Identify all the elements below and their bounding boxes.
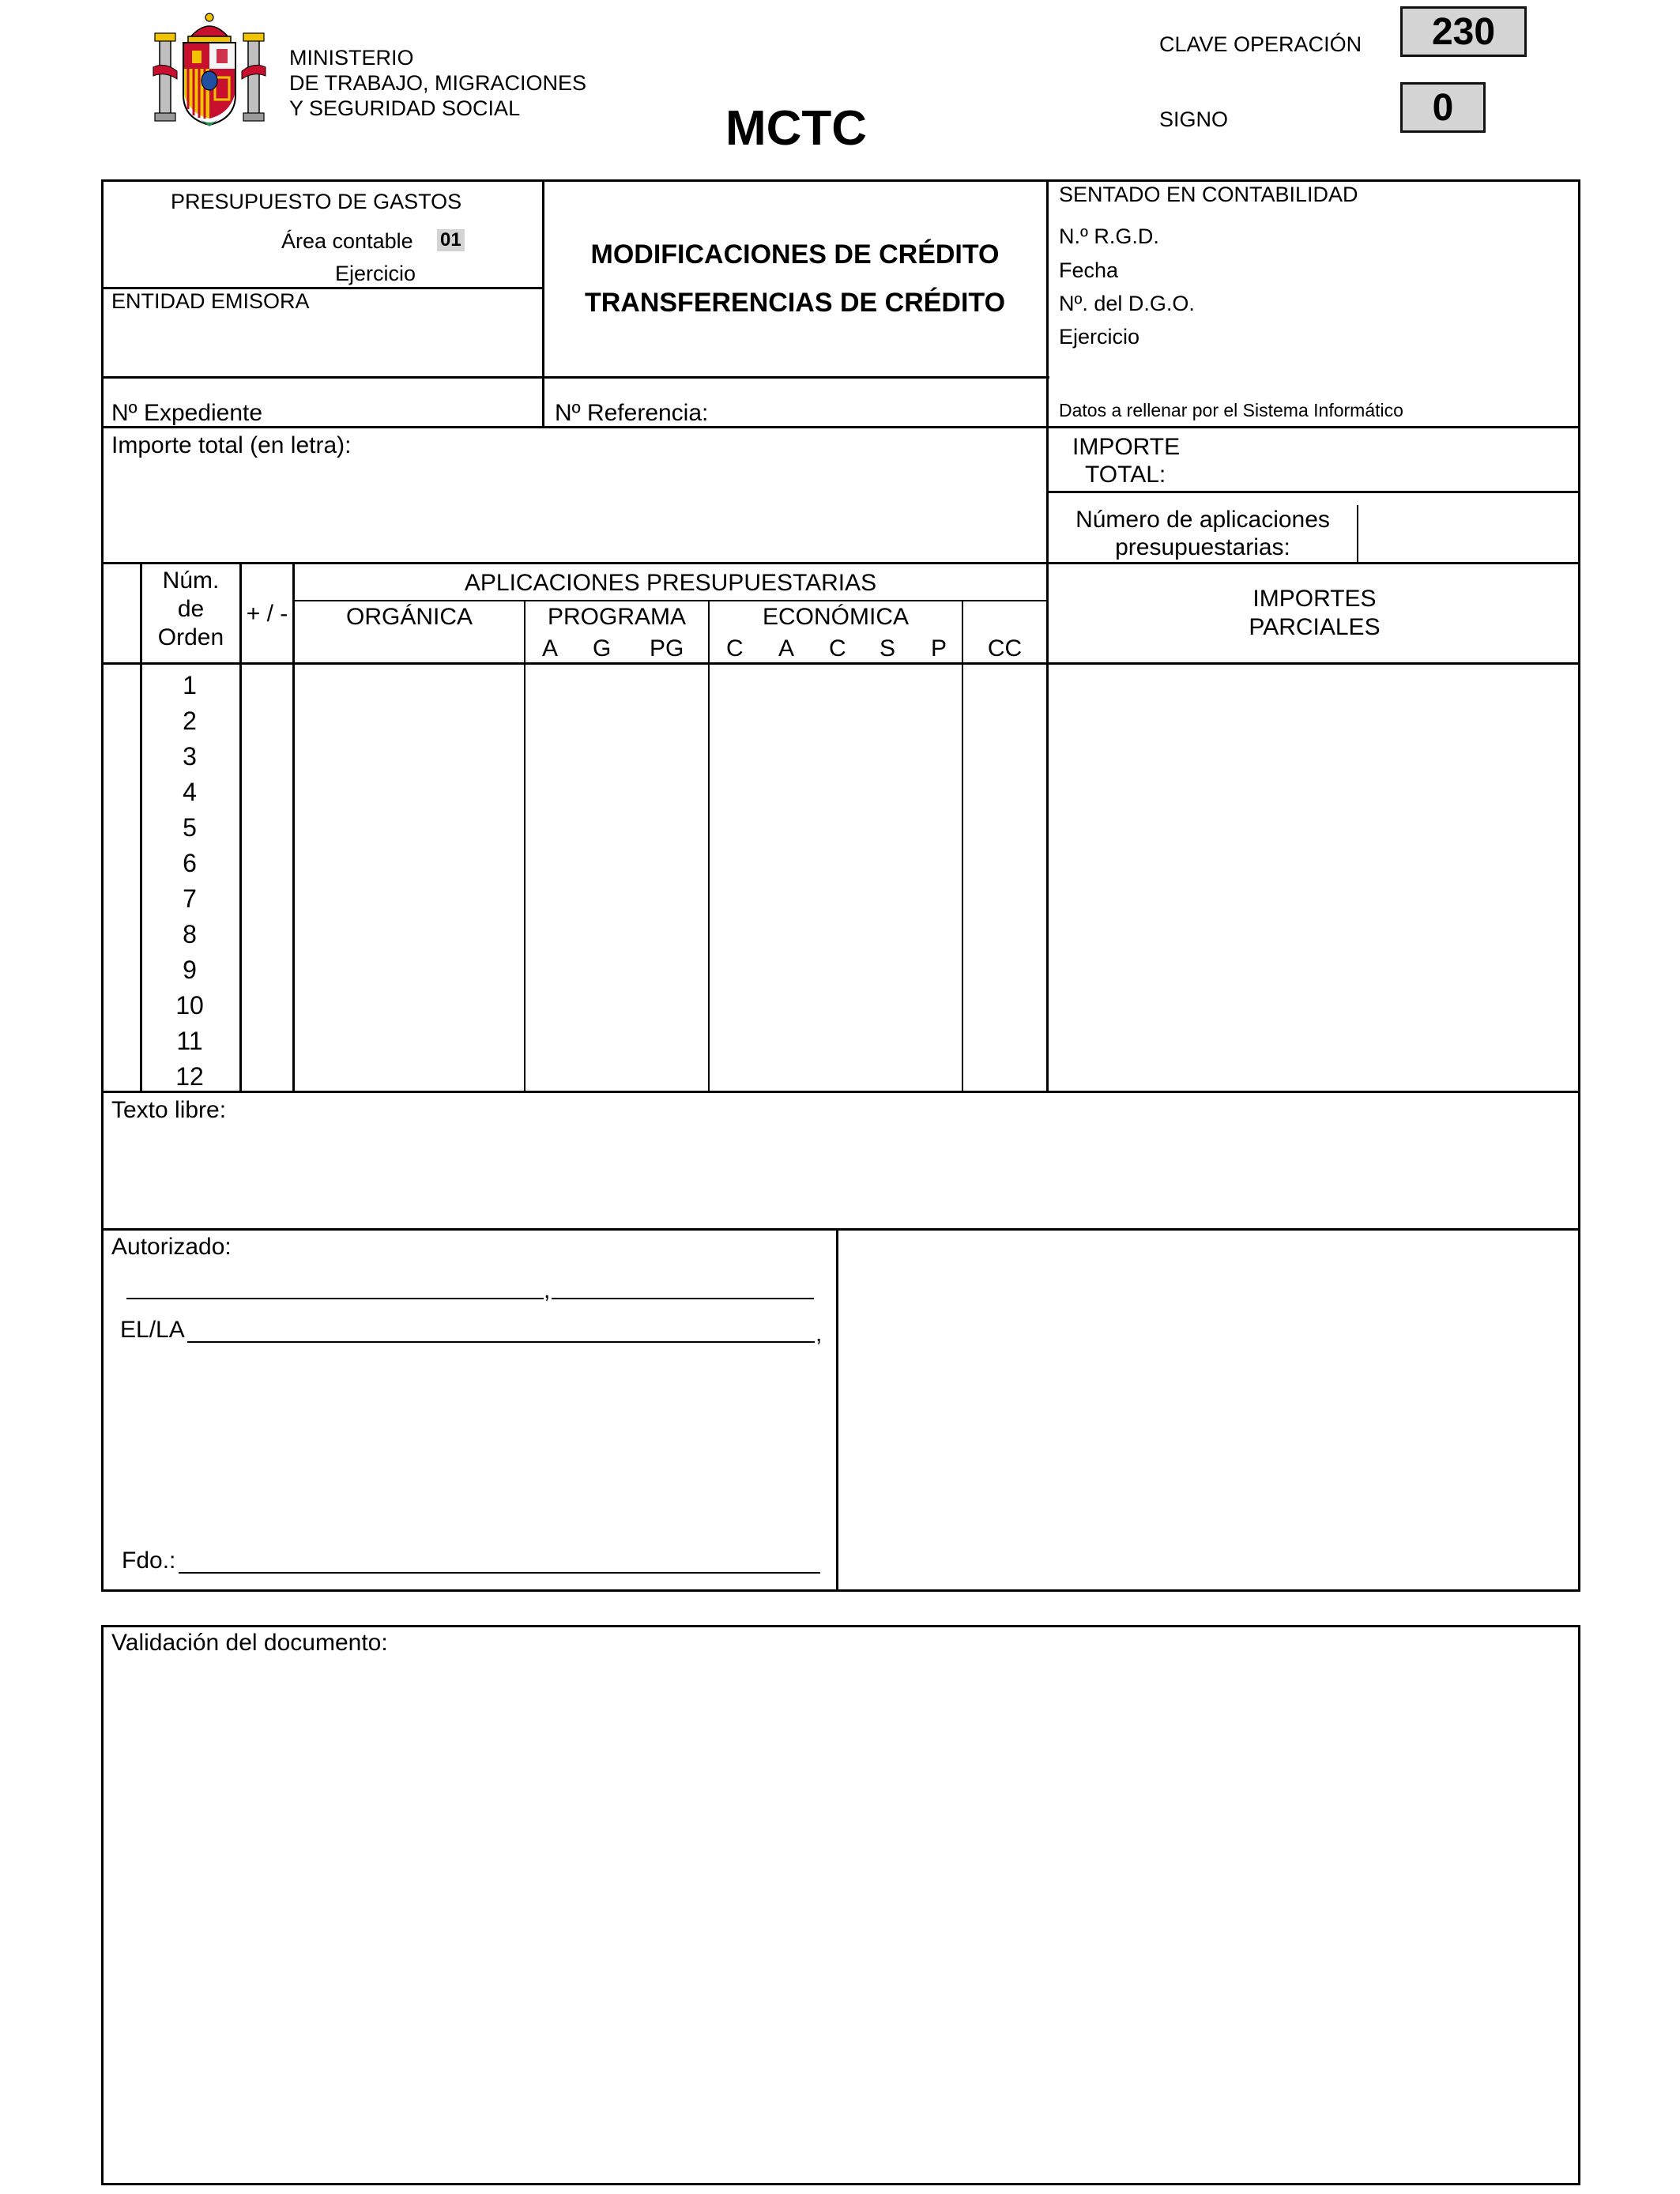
texto-libre-label: Texto libre: [111,1097,227,1123]
programa-header: PROGRAMA [547,604,687,630]
economica-sub-p: P [931,635,947,662]
validacion-box [101,1625,1580,2185]
ministry-line-2: DE TRABAJO, MIGRACIONES [289,71,587,95]
economica-sub-s: S [880,635,896,662]
row-number: 9 [183,956,197,984]
importe-total-line-1: IMPORTE [1072,434,1181,460]
importe-letra-label: Importe total (en letra): [111,432,352,458]
programa-sub-pg: PG [650,635,684,662]
contabilidad-ejercicio-label: Ejercicio [1059,325,1140,349]
num-aplicaciones-line-2: presupuestarias: [1115,534,1290,560]
ministry-line-1: MINISTERIO [289,46,414,70]
area-contable-value: 01 [437,229,465,251]
rule [101,1091,1580,1093]
signature-line-place [126,1298,544,1299]
clave-operacion-value: 230 [1400,6,1527,57]
organica-header: ORGÁNICA [345,604,473,630]
rule [101,562,1580,564]
validacion-label: Validación del documento: [111,1630,388,1656]
num-aplicaciones-line-1: Número de aplicaciones [1075,507,1330,533]
rule [524,600,525,1092]
importe-total-line-2: TOTAL: [1085,462,1166,488]
rule [101,1228,1580,1231]
row-number: 3 [183,742,197,771]
fecha-label: Fecha [1059,258,1119,282]
spain-coat-of-arms-icon [150,8,269,130]
clave-operacion-label: CLAVE OPERACIÓN [1159,32,1362,56]
row-number: 5 [183,813,197,842]
signature-line-date [552,1298,814,1299]
importes-parciales-line-1: IMPORTES [1252,586,1377,612]
autorizado-label: Autorizado: [111,1234,232,1260]
row-number: 1 [183,671,197,699]
area-contable-label: Área contable [281,229,413,253]
signo-value: 0 [1400,82,1486,133]
form-code: MCTC [725,101,868,156]
rule [1357,505,1358,563]
importes-parciales-line-2: PARCIALES [1249,614,1381,640]
row-number: 11 [176,1027,203,1055]
rule [295,600,1047,601]
ejercicio-label: Ejercicio [335,262,416,285]
economica-sub-c2: C [829,635,846,662]
aplicaciones-header: APLICACIONES PRESUPUESTARIAS [464,570,877,596]
cc-header: CC [987,635,1023,662]
rule [101,662,1580,665]
signature-line-fdo [179,1572,820,1574]
rule [836,1228,838,1592]
signature-line-role [187,1341,815,1343]
row-number: 4 [183,778,197,806]
expediente-label: Nº Expediente [111,400,263,426]
rule [101,376,1049,379]
row-number: 8 [183,920,197,948]
ministry-line-3: Y SEGURIDAD SOCIAL [289,96,521,120]
signo-label: SIGNO [1159,107,1229,131]
main-form [101,179,1580,1592]
programa-sub-a: A [542,635,559,662]
row-number: 6 [183,849,197,877]
dgo-label: Nº. del D.G.O. [1059,292,1195,315]
title-line-1: MODIFICACIONES DE CRÉDITO [590,239,1000,270]
presupuesto-gastos: PRESUPUESTO DE GASTOS [171,190,462,213]
rule [101,426,1580,428]
programa-sub-g: G [593,635,612,662]
signature-comma: , [544,1277,551,1303]
referencia-label: Nº Referencia: [555,400,709,426]
row-number: 2 [183,707,197,735]
el-la-comma: , [816,1321,823,1347]
row-number: 7 [183,884,197,913]
num-orden-line-3: Orden [157,624,224,650]
sistema-note: Datos a rellenar por el Sistema Informático [1059,400,1403,420]
entidad-emisora: ENTIDAD EMISORA [111,289,310,313]
rule [962,600,963,1092]
el-la-label: EL/LA [120,1317,185,1343]
rule [292,562,295,1092]
title-line-2: TRANSFERENCIAS DE CRÉDITO [584,288,1006,318]
row-number: 10 [175,991,204,1020]
rule [708,600,710,1092]
economica-sub-a: A [778,635,795,662]
num-orden-line-1: Núm. [162,567,220,594]
row-number: 12 [175,1062,204,1091]
contabilidad-heading: SENTADO EN CONTABILIDAD [1059,183,1358,206]
economica-header: ECONÓMICA [762,604,909,630]
rule [1047,491,1580,493]
signo-column-header: + / - [246,601,288,627]
fdo-label: Fdo.: [122,1547,176,1574]
economica-sub-c: C [726,635,744,662]
rgd-label: N.º R.G.D. [1059,224,1159,248]
coat-of-arms [150,8,269,130]
num-orden-line-2: de [177,596,205,622]
